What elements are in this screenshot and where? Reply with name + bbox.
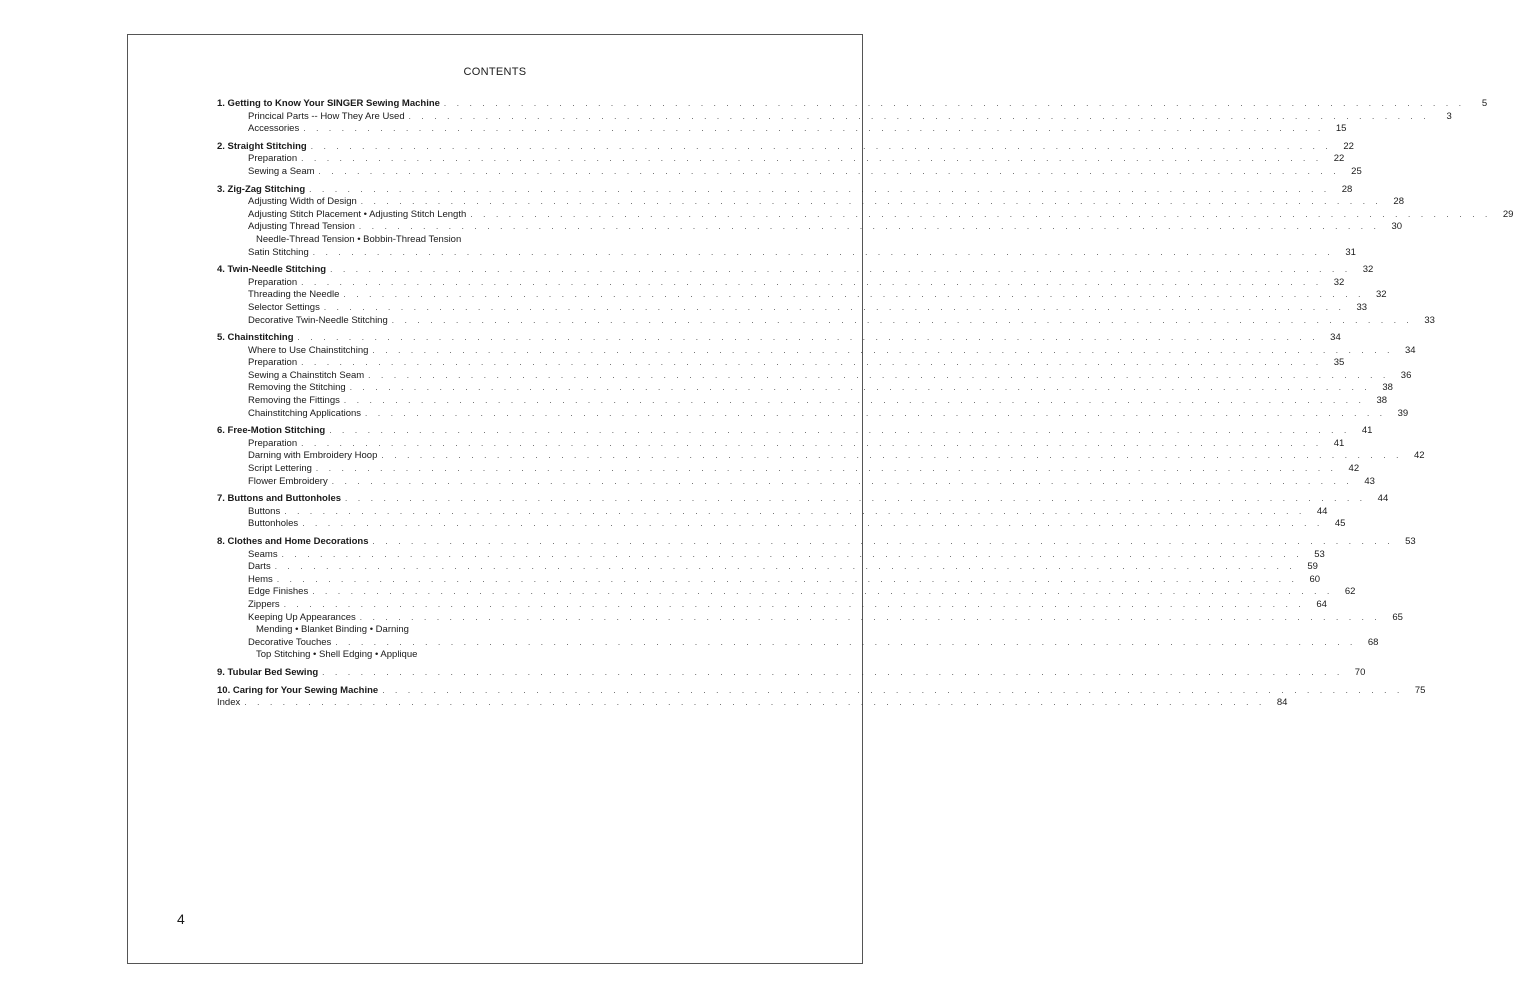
toc-entry [217, 357, 1345, 370]
toc-entry [217, 208, 1513, 222]
dot-leader: . . . . . . . . . . . . . . . . . . . . . . . . . . . . . . . . . . . . . . . . . . . . . . . . . . . . . . . . . . . . . . . . . . . . . . . . . . . . . . . . [331, 476, 1353, 486]
toc-entry [217, 548, 1325, 562]
toc-chapter-label: 4. Twin-Needle Stitching [217, 264, 327, 276]
dot-leader: . . . . . . . . . . . . . . . . . . . . . . . . . . . . . . . . . . . . . . . . . . . . . . . . . . . . . . . . . . . . . . . . . . . . . . . . . . . . . . . . [315, 464, 1338, 474]
dot-leader: . . . . . . . . . . . . . . . . . . . . . . . . . . . . . . . . . . . . . . . . . . . . . . . . . . . . . . . . . . . . . . . . . . . . . . . . . . . . . . . . [301, 154, 1323, 164]
dot-leader: . . . . . . . . . . . . . . . . . . . . . . . . . . . . . . . . . . . . . . . . . . . . . . . . . . . . . . . . . . . . . . . . . . . . . . . . . . . . . . . . [345, 494, 1367, 504]
toc-entry [217, 407, 1409, 421]
toc-entry-page: 32 [1333, 276, 1345, 288]
toc-entry-page: 28 [1393, 196, 1404, 208]
dot-leader: . . . . . . . . . . . . . . . . . . . . . . . . . . . . . . . . . . . . . . . . . . . . . . . . . . . . . . . . . . . . . . . . . . . . . . . . . . . . . . . . [408, 111, 1430, 121]
toc-entry [217, 518, 1346, 531]
toc-chapter-page: 44 [1377, 493, 1389, 505]
toc-chapter-page: 28 [1341, 183, 1353, 195]
dot-leader: . . . . . . . . . . . . . . . . . . . . . . . . . . . . . . . . . . . . . . . . . . . . . . . . . . . . . . . . . . . . . . . . . . . . . . . . . . . . . . . . [312, 247, 1334, 257]
dot-leader: . . . . . . . . . . . . . . . . . . . . . . . . . . . . . . . . . . . . . . . . . . . . . . . . . . . . . . . . . . . . . . . . . . . . . . . . . . . . . . . . [274, 562, 1296, 572]
dot-leader: . . . . . . . . . . . . . . . . . . . . . . . . . . . . . . . . . . . . . . . . . . . . . . . . . . . . . . . . . . . . . . . . . . . . . . . . . . . . . . . . [301, 277, 1323, 287]
toc-entry [217, 246, 1356, 260]
toc-entry-label: Top Stitching • Shell Edging • Applique [256, 649, 418, 661]
toc-entry-page: 34 [1405, 344, 1416, 356]
toc-entry [217, 586, 1356, 599]
toc-entry-page: 25 [1351, 165, 1362, 177]
toc-chapter [217, 140, 1354, 154]
dot-leader: . . . . . . . . . . . . . . . . . . . . . . . . . . . . . . . . . . . . . . . . . . . . . . . . . . . . . . . . . . . . . . . . . . . . . . . . . . . . . . . . [359, 612, 1381, 622]
toc-entry-label: Preparation [248, 276, 298, 288]
toc-entry-page: 60 [1309, 573, 1321, 585]
toc-entry [217, 636, 1379, 650]
dot-leader: . . . . . . . . . . . . . . . . . . . . . . . . . . . . . . . . . . . . . . . . . . . . . . . . . . . . . . . . . . . . . . . . . . . . . . . . . . . . . . . . [297, 333, 1319, 343]
toc-entry-label: Mending • Blanket Binding • Darning [256, 624, 409, 636]
dot-leader: . . . . . . . . . . . . . . . . . . . . . . . . . . . . . . . . . . . . . . . . . . . . . . . . . . . . . . . . . . . . . . . . . . . . . . . . . . . . . . . . [276, 574, 1299, 584]
toc-entry-page: 42 [1348, 463, 1360, 475]
toc-entry-page: 33 [1356, 301, 1368, 313]
toc-entry-label: Princical Parts -- How They Are Used [248, 110, 405, 122]
toc-chapter-label: 10. Caring for Your Sewing Machine [217, 684, 379, 696]
toc-entry-label: Where to Use Chainstitching [248, 344, 369, 356]
dot-leader: . . . . . . . . . . . . . . . . . . . . . . . . . . . . . . . . . . . . . . . . . . . . . . . . . . . . . . . . . . . . . . . . . . . . . . . . . . . . . . . . [330, 265, 1352, 275]
toc-entry-page: 15 [1335, 123, 1347, 135]
table-of-contents [217, 98, 1513, 715]
toc-entry-page: 59 [1307, 561, 1318, 573]
toc-chapter [217, 183, 1353, 197]
toc-entry-label: Selector Settings [248, 301, 320, 313]
dot-leader: . . . . . . . . . . . . . . . . . . . . . . . . . . . . . . . . . . . . . . . . . . . . . . . . . . . . . . . . . . . . . . . . . . . . . . . . . . . . . . . . [281, 549, 1303, 559]
toc-entry [217, 561, 1318, 574]
toc-entry-page: 29 [1502, 208, 1513, 220]
dot-leader: . . . . . . . . . . . . . . . . . . . . . . . . . . . . . . . . . . . . . . . . . . . . . . . . . . . . . . . . . . . . . . . . . . . . . . . . . . . . . . . . [323, 302, 1346, 312]
toc-entry [217, 369, 1412, 383]
toc-entry [217, 289, 1387, 302]
toc-entry [217, 475, 1375, 489]
dot-leader: . . . . . . . . . . . . . . . . . . . . . . . . . . . . . . . . . . . . . . . . . . . . . . . . . . . . . . . . . . . . . . . . . . . . . . . . . . . . . . . . [312, 587, 1334, 597]
toc-entry-page: 43 [1364, 475, 1375, 487]
dot-leader: . . . . . . . . . . . . . . . . . . . . . . . . . . . . . . . . . . . . . . . . . . . . . . . . . . . . . . . . . . . . . . . . . . . . . . . . . . . . . . . . [301, 358, 1323, 368]
toc-section [217, 183, 1513, 260]
toc-entry-page: 44 [1316, 505, 1328, 517]
dot-leader: . . . . . . . . . . . . . . . . . . . . . . . . . . . . . . . . . . . . . . . . . . . . . . . . . . . . . . . . . . . . . . . . . . . . . . . . . . . . . . . . [244, 698, 1266, 708]
dot-leader: . . . . . . . . . . . . . . . . . . . . . . . . . . . . . . . . . . . . . . . . . . . . . . . . . . . . . . . . . . . . . . . . . . . . . . . . . . . . . . . . [329, 426, 1351, 436]
toc-entry [217, 301, 1368, 315]
toc-chapter-page: 34 [1330, 332, 1341, 344]
toc-chapter-label: 8. Clothes and Home Decorations [217, 536, 369, 547]
toc-entry [217, 382, 1393, 395]
toc-section [217, 536, 1416, 662]
toc-entry [217, 505, 1328, 519]
toc-chapter-label: 3. Zig-Zag Stitching [217, 183, 306, 195]
dot-leader: . . . . . . . . . . . . . . . . . . . . . . . . . . . . . . . . . . . . . . . . . . . . . . . . . . . . . . . . . . . . . . . . . . . . . . . . . . . . . . . . [302, 519, 1324, 529]
toc-entry-page: 33 [1424, 314, 1435, 326]
dot-leader: . . . . . . . . . . . . . . . . . . . . . . . . . . . . . . . . . . . . . . . . . . . . . . . . . . . . . . . . . . . . . . . . . . . . . . . . . . . . . . . . [303, 124, 1325, 134]
toc-chapter [217, 493, 1389, 506]
toc-section [217, 666, 1366, 680]
toc-chapter-label: 7. Buttons and Buttonholes [217, 493, 342, 505]
toc-entry-page: 39 [1397, 407, 1409, 419]
dot-leader: . . . . . . . . . . . . . . . . . . . . . . . . . . . . . . . . . . . . . . . . . . . . . . . . . . . . . . . . . . . . . . . . . . . . . . . . . . . . . . . . [309, 184, 1331, 194]
dot-leader: . . . . . . . . . . . . . . . . . . . . . . . . . . . . . . . . . . . . . . . . . . . . . . . . . . . . . . . . . . . . . . . . . . . . . . . . . . . . . . . . [368, 370, 1390, 380]
toc-entry-label: Sewing a Seam [248, 165, 315, 177]
toc-entry-page: 38 [1376, 395, 1388, 407]
toc-section [217, 98, 1488, 136]
toc-entry-page: 35 [1333, 357, 1345, 369]
toc-chapter-page: 22 [1343, 140, 1354, 152]
dot-leader: . . . . . . . . . . . . . . . . . . . . . . . . . . . . . . . . . . . . . . . . . . . . . . . . . . . . . . . . . . . . . . . . . . . . . . . . . . . . . . . . [343, 290, 1365, 300]
toc-entry-label: Flower Embroidery [248, 475, 328, 487]
dot-leader: . . . . . . . . . . . . . . . . . . . . . . . . . . . . . . . . . . . . . . . . . . . . . . . . . . . . . . . . . . . . . . . . . . . . . . . . . . . . . . . . [443, 99, 1466, 108]
page-title: CONTENTS [463, 66, 527, 78]
toc-entry-page: 32 [1376, 289, 1387, 301]
toc-entry-label: Decorative Touches [248, 636, 332, 648]
toc-entry-label: Preparation [248, 153, 298, 165]
toc-entry-page: 64 [1316, 598, 1327, 610]
toc-entry-label: Seams [248, 548, 278, 560]
dot-leader: . . . . . . . . . . . . . . . . . . . . . . . . . . . . . . . . . . . . . . . . . . . . . . . . . . . . . . . . . . . . . . . . . . . . . . . . . . . . . . . . [310, 141, 1332, 151]
dot-leader: . . . . . . . . . . . . . . . . . . . . . . . . . . . . . . . . . . . . . . . . . . . . . . . . . . . . . . . . . . . . . . . . . . . . . . . . . . . . . . . . [391, 315, 1413, 325]
toc-entry [217, 344, 1416, 358]
toc-entry-label: Preparation [248, 357, 298, 369]
toc-entry [217, 196, 1404, 209]
toc-chapter-label: 2. Straight Stitching [217, 140, 307, 152]
toc-entry-label: Threading the Needle [248, 289, 340, 301]
toc-entry [217, 598, 1327, 612]
toc-entry-label: Adjusting Thread Tension [248, 221, 355, 233]
toc-chapter [217, 425, 1373, 438]
dot-leader: . . . . . . . . . . . . . . . . . . . . . . . . . . . . . . . . . . . . . . . . . . . . . . . . . . . . . . . . . . . . . . . . . . . . . . . . . . . . . . . . [358, 222, 1381, 232]
toc-entry-label: Chainstitching Applications [248, 407, 362, 419]
toc-entry-label: Buttonholes [248, 518, 299, 530]
toc-entry [217, 395, 1388, 408]
toc-section [217, 332, 1416, 420]
toc-section [217, 684, 1426, 710]
toc-chapter [217, 536, 1416, 549]
toc-entry-label: Hems [248, 573, 273, 585]
toc-chapter [217, 684, 1426, 698]
toc-entry [217, 221, 1403, 234]
toc-entry-label: Zippers [248, 598, 280, 610]
toc-index [217, 697, 1288, 710]
toc-entry-page: 42 [1414, 450, 1425, 462]
toc-entry [217, 437, 1345, 451]
page-number: 4 [177, 911, 185, 927]
document-page [127, 34, 1513, 964]
toc-entry-label: Decorative Twin-Needle Stitching [248, 314, 388, 326]
toc-entry [217, 649, 739, 662]
toc-chapter-page: 53 [1405, 536, 1416, 547]
toc-chapter [217, 98, 1488, 111]
dot-leader: . . . . . . . . . . . . . . . . . . . . . . . . . . . . . . . . . . . . . . . . . . . . . . . . . . . . . . . . . . . . . . . . . . . . . . . . . . . . . . . . [382, 685, 1404, 695]
dot-leader: . . . . . . . . . . . . . . . . . . . . . . . . . . . . . . . . . . . . . . . . . . . . . . . . . . . . . . . . . . . . . . . . . . . . . . . . . . . . . . . . [365, 408, 1387, 418]
dot-leader: . . . . . . . . . . . . . . . . . . . . . . . . . . . . . . . . . . . . . . . . . . . . . . . . . . . . . . . . . . . . . . . . . . . . . . . . . . . . . . . . [335, 637, 1357, 647]
toc-chapter-label: 5. Chainstitching [217, 332, 294, 344]
toc-entry [217, 234, 739, 247]
toc-entry-page: 62 [1344, 586, 1356, 598]
toc-chapter-page: 5 [1481, 98, 1488, 109]
toc-entry-page: 65 [1392, 611, 1403, 623]
dot-leader: . . . . . . . . . . . . . . . . . . . . . . . . . . . . . . . . . . . . . . . . . . . . . . . . . . . . . . . . . . . . . . . . . . . . . . . . . . . . . . . . [372, 345, 1394, 355]
dot-leader: . . . . . . . . . . . . . . . . . . . . . . . . . . . . . . . . . . . . . . . . . . . . . . . . . . . . . . . . . . . . . . . . . . . . . . . . . . . . . . . . [283, 599, 1305, 609]
toc-entry-label: Adjusting Stitch Placement • Adjusting Stitch Length [248, 208, 467, 220]
toc-entry-page: 38 [1382, 382, 1393, 394]
toc-entry [217, 624, 739, 637]
toc-entry-page: 41 [1333, 437, 1345, 449]
toc-entry-label: Sewing a Chainstitch Seam [248, 369, 365, 381]
toc-chapter-page: 70 [1354, 666, 1366, 678]
toc-chapter [217, 264, 1374, 277]
toc-section [217, 264, 1435, 327]
toc-chapter-label: 6. Free-Motion Stitching [217, 425, 326, 437]
toc-chapter-label: 1. Getting to Know Your SINGER Sewing Machine [217, 98, 440, 109]
toc-chapter-page: 32 [1362, 264, 1374, 276]
toc-entry-page: 45 [1334, 518, 1346, 530]
toc-entry-label: Edge Finishes [248, 586, 309, 598]
toc-entry-page: 36 [1400, 369, 1412, 381]
toc-entry-label: Satin Stitching [248, 246, 309, 258]
toc-section [217, 140, 1362, 179]
dot-leader: . . . . . . . . . . . . . . . . . . . . . . . . . . . . . . . . . . . . . . . . . . . . . . . . . . . . . . . . . . . . . . . . . . . . . . . . . . . . . . . . [349, 383, 1371, 393]
toc-entry-label: Adjusting Width of Design [248, 196, 357, 208]
toc-entry-page: 3 [1446, 110, 1452, 122]
toc-entry-label: Removing the Stitching [248, 382, 346, 394]
toc-entry-label: Accessories [248, 123, 300, 135]
toc-index-page: 84 [1276, 697, 1288, 709]
toc-section [217, 425, 1425, 488]
dot-leader: . . . . . . . . . . . . . . . . . . . . . . . . . . . . . . . . . . . . . . . . . . . . . . . . . . . . . . . . . . . . . . . . . . . . . . . . . . . . . . . . [381, 451, 1403, 461]
toc-entry-page: 68 [1367, 636, 1379, 648]
toc-chapter-page: 75 [1414, 684, 1426, 696]
toc-entry [217, 463, 1360, 476]
toc-entry [217, 165, 1362, 179]
toc-entry-page: 31 [1345, 246, 1356, 258]
dot-leader: . . . . . . . . . . . . . . . . . . . . . . . . . . . . . . . . . . . . . . . . . . . . . . . . . . . . . . . . . . . . . . . . . . . . . . . . . . . . . . . . [301, 438, 1323, 448]
dot-leader: . . . . . . . . . . . . . . . . . . . . . . . . . . . . . . . . . . . . . . . . . . . . . . . . . . . . . . . . . . . . . . . . . . . . . . . . . . . . . . . . [322, 667, 1344, 677]
dot-leader: . . . . . . . . . . . . . . . . . . . . . . . . . . . . . . . . . . . . . . . . . . . . . . . . . . . . . . . . . . . . . . . . . . . . . . . . . . . . . . . . [284, 506, 1306, 516]
toc-entry-label: Buttons [248, 505, 281, 517]
toc-entry [217, 153, 1345, 166]
toc-chapter-label: 9. Tubular Bed Sewing [217, 666, 319, 678]
toc-entry-page: 22 [1333, 153, 1345, 165]
toc-chapter [217, 666, 1366, 680]
toc-entry-label: Darning with Embroidery Hoop [248, 450, 378, 462]
toc-entry [217, 314, 1435, 328]
toc-entry-label: Removing the Fittings [248, 395, 340, 407]
toc-entry-label: Darts [248, 561, 271, 573]
toc-entry-page: 53 [1314, 548, 1325, 560]
toc-entry-label: Script Lettering [248, 463, 312, 475]
dot-leader: . . . . . . . . . . . . . . . . . . . . . . . . . . . . . . . . . . . . . . . . . . . . . . . . . . . . . . . . . . . . . . . . . . . . . . . . . . . . . . . . [318, 166, 1340, 176]
toc-entry [217, 123, 1347, 136]
toc-entry [217, 276, 1345, 290]
toc-index-label: Index [217, 697, 241, 709]
toc-entry [217, 450, 1425, 463]
dot-leader: . . . . . . . . . . . . . . . . . . . . . . . . . . . . . . . . . . . . . . . . . . . . . . . . . . . . . . . . . . . . . . . . . . . . . . . . . . . . . . . . [372, 537, 1394, 546]
toc-entry-label: Needle-Thread Tension • Bobbin-Thread Tension [256, 233, 462, 245]
dot-leader: . . . . . . . . . . . . . . . . . . . . . . . . . . . . . . . . . . . . . . . . . . . . . . . . . . . . . . . . . . . . . . . . . . . . . . . . . . . . . . . . [470, 209, 1492, 219]
dot-leader: . . . . . . . . . . . . . . . . . . . . . . . . . . . . . . . . . . . . . . . . . . . . . . . . . . . . . . . . . . . . . . . . . . . . . . . . . . . . . . . . [343, 396, 1366, 406]
toc-entry-label: Keeping Up Appearances [248, 611, 356, 623]
toc-chapter [217, 332, 1341, 345]
toc-entry [217, 611, 1403, 625]
dot-leader: . . . . . . . . . . . . . . . . . . . . . . . . . . . . . . . . . . . . . . . . . . . . . . . . . . . . . . . . . . . . . . . . . . . . . . . . . . . . . . . . [360, 197, 1382, 207]
toc-chapter-page: 41 [1361, 425, 1373, 437]
toc-entry [217, 110, 1452, 124]
toc-entry [217, 573, 1321, 587]
toc-section [217, 493, 1389, 531]
toc-entry-label: Preparation [248, 437, 298, 449]
toc-entry-page: 30 [1391, 221, 1403, 233]
